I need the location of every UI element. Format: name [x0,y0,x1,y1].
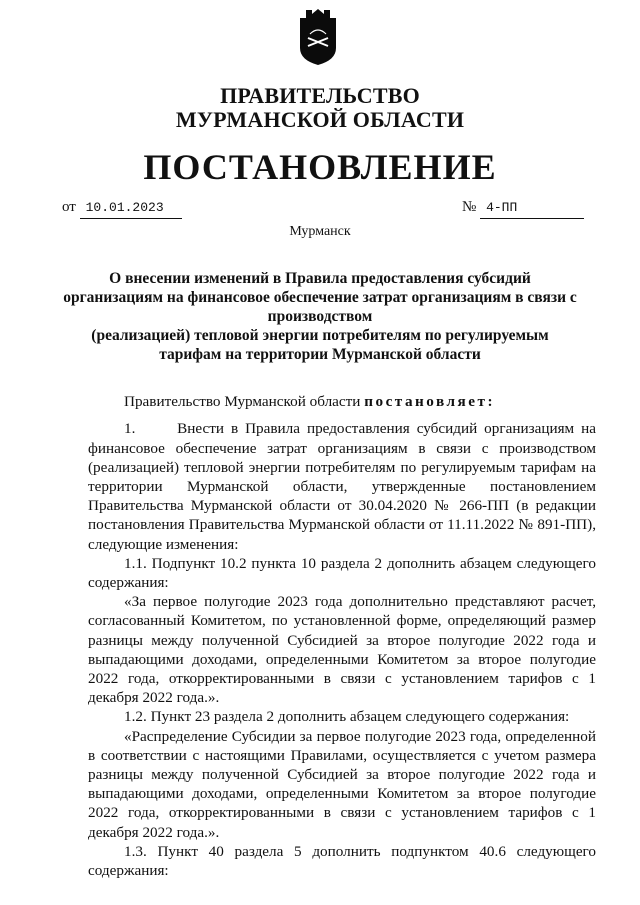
number-value: 4-ПП [480,199,584,219]
subject-line: производством [267,308,373,325]
intro-prefix: Правительство Мурманской области [124,393,361,410]
intro-paragraph [88,392,596,411]
subparagraph-1-3: 1.3. Пункт 40 раздела 5 дополнить подпунктом 40.6 следующего содержания: [88,842,596,880]
document-number [462,198,584,219]
paragraph-1-number: 1. [124,420,136,438]
paragraph-1-body: Внести в Правила предоставления субсидий организациям на финансовое обеспечение затрат организациям в связи с производством (реализацией) тепловой энергии потребителям по регулируемым тарифам на территории Мурманской области, утвержденные постановлением Правительства Мурманской области от 30.04.2020 № 266-ПП (в редакции постановления Правительства Мурманской области от 11.11.2022 № 891-ПП), следующие изменения: [88,420,596,553]
subject-line: О внесении изменений в Правила предоставления субсидий [109,270,531,287]
document-type-title: ПОСТАНОВЛЕНИЕ [143,147,497,187]
document-subject [60,269,580,364]
city: Мурманск [289,224,351,239]
subject-line: (реализацией) тепловой энергии потребителям по регулируемым [91,327,549,344]
subparagraph-1-2: 1.2. Пункт 23 раздела 2 дополнить абзацем следующего содержания: [124,708,570,726]
document-body [88,392,596,880]
paragraph-1-text [88,419,596,553]
date-value: 10.01.2023 [80,199,182,219]
quote-2: «Распределение Субсидии за первое полугодие 2023 года, определенной в соответствии с настоящими Правилами, осуществляется с учетом размера разницы между полученной Субсидией за второе полугодие 2022 года и выпадающими доходами, определенными Комитетом за второе полугодие 2022 года, откорректированными в связи с установлением тарифов с 1 декабря 2022 года.». [88,727,596,841]
coat-of-arms-emblem [298,8,338,66]
number-prefix: № [462,199,477,215]
org-title-line1: ПРАВИТЕЛЬСТВО [220,83,420,108]
quote-1: «За первое полугодие 2023 года дополнительно представляют расчет, согласованный Комитетом, по установленной форме, определяющий размер разницы между полученной Субсидией за второе полугодие 2022 года и выпадающими доходами, определенными Комитетом за второе полугодие 2022 года, откорректированными в связи с установлением тарифов с 1 декабря 2022 года.». [88,593,596,707]
subparagraph-1-1: 1.1. Подпункт 10.2 пункта 10 раздела 2 дополнить абзацем следующего содержания: [88,554,596,592]
org-title-line2: МУРМАНСКОЙ ОБЛАСТИ [175,107,465,132]
intro-keyword: постановляет: [364,393,496,410]
date-prefix: от [62,199,76,215]
subject-line: организациям на финансовое обеспечение затрат организациям в связи с [63,289,577,306]
document-date [62,198,182,219]
subject-line: тарифам на территории Мурманской области [159,346,481,363]
